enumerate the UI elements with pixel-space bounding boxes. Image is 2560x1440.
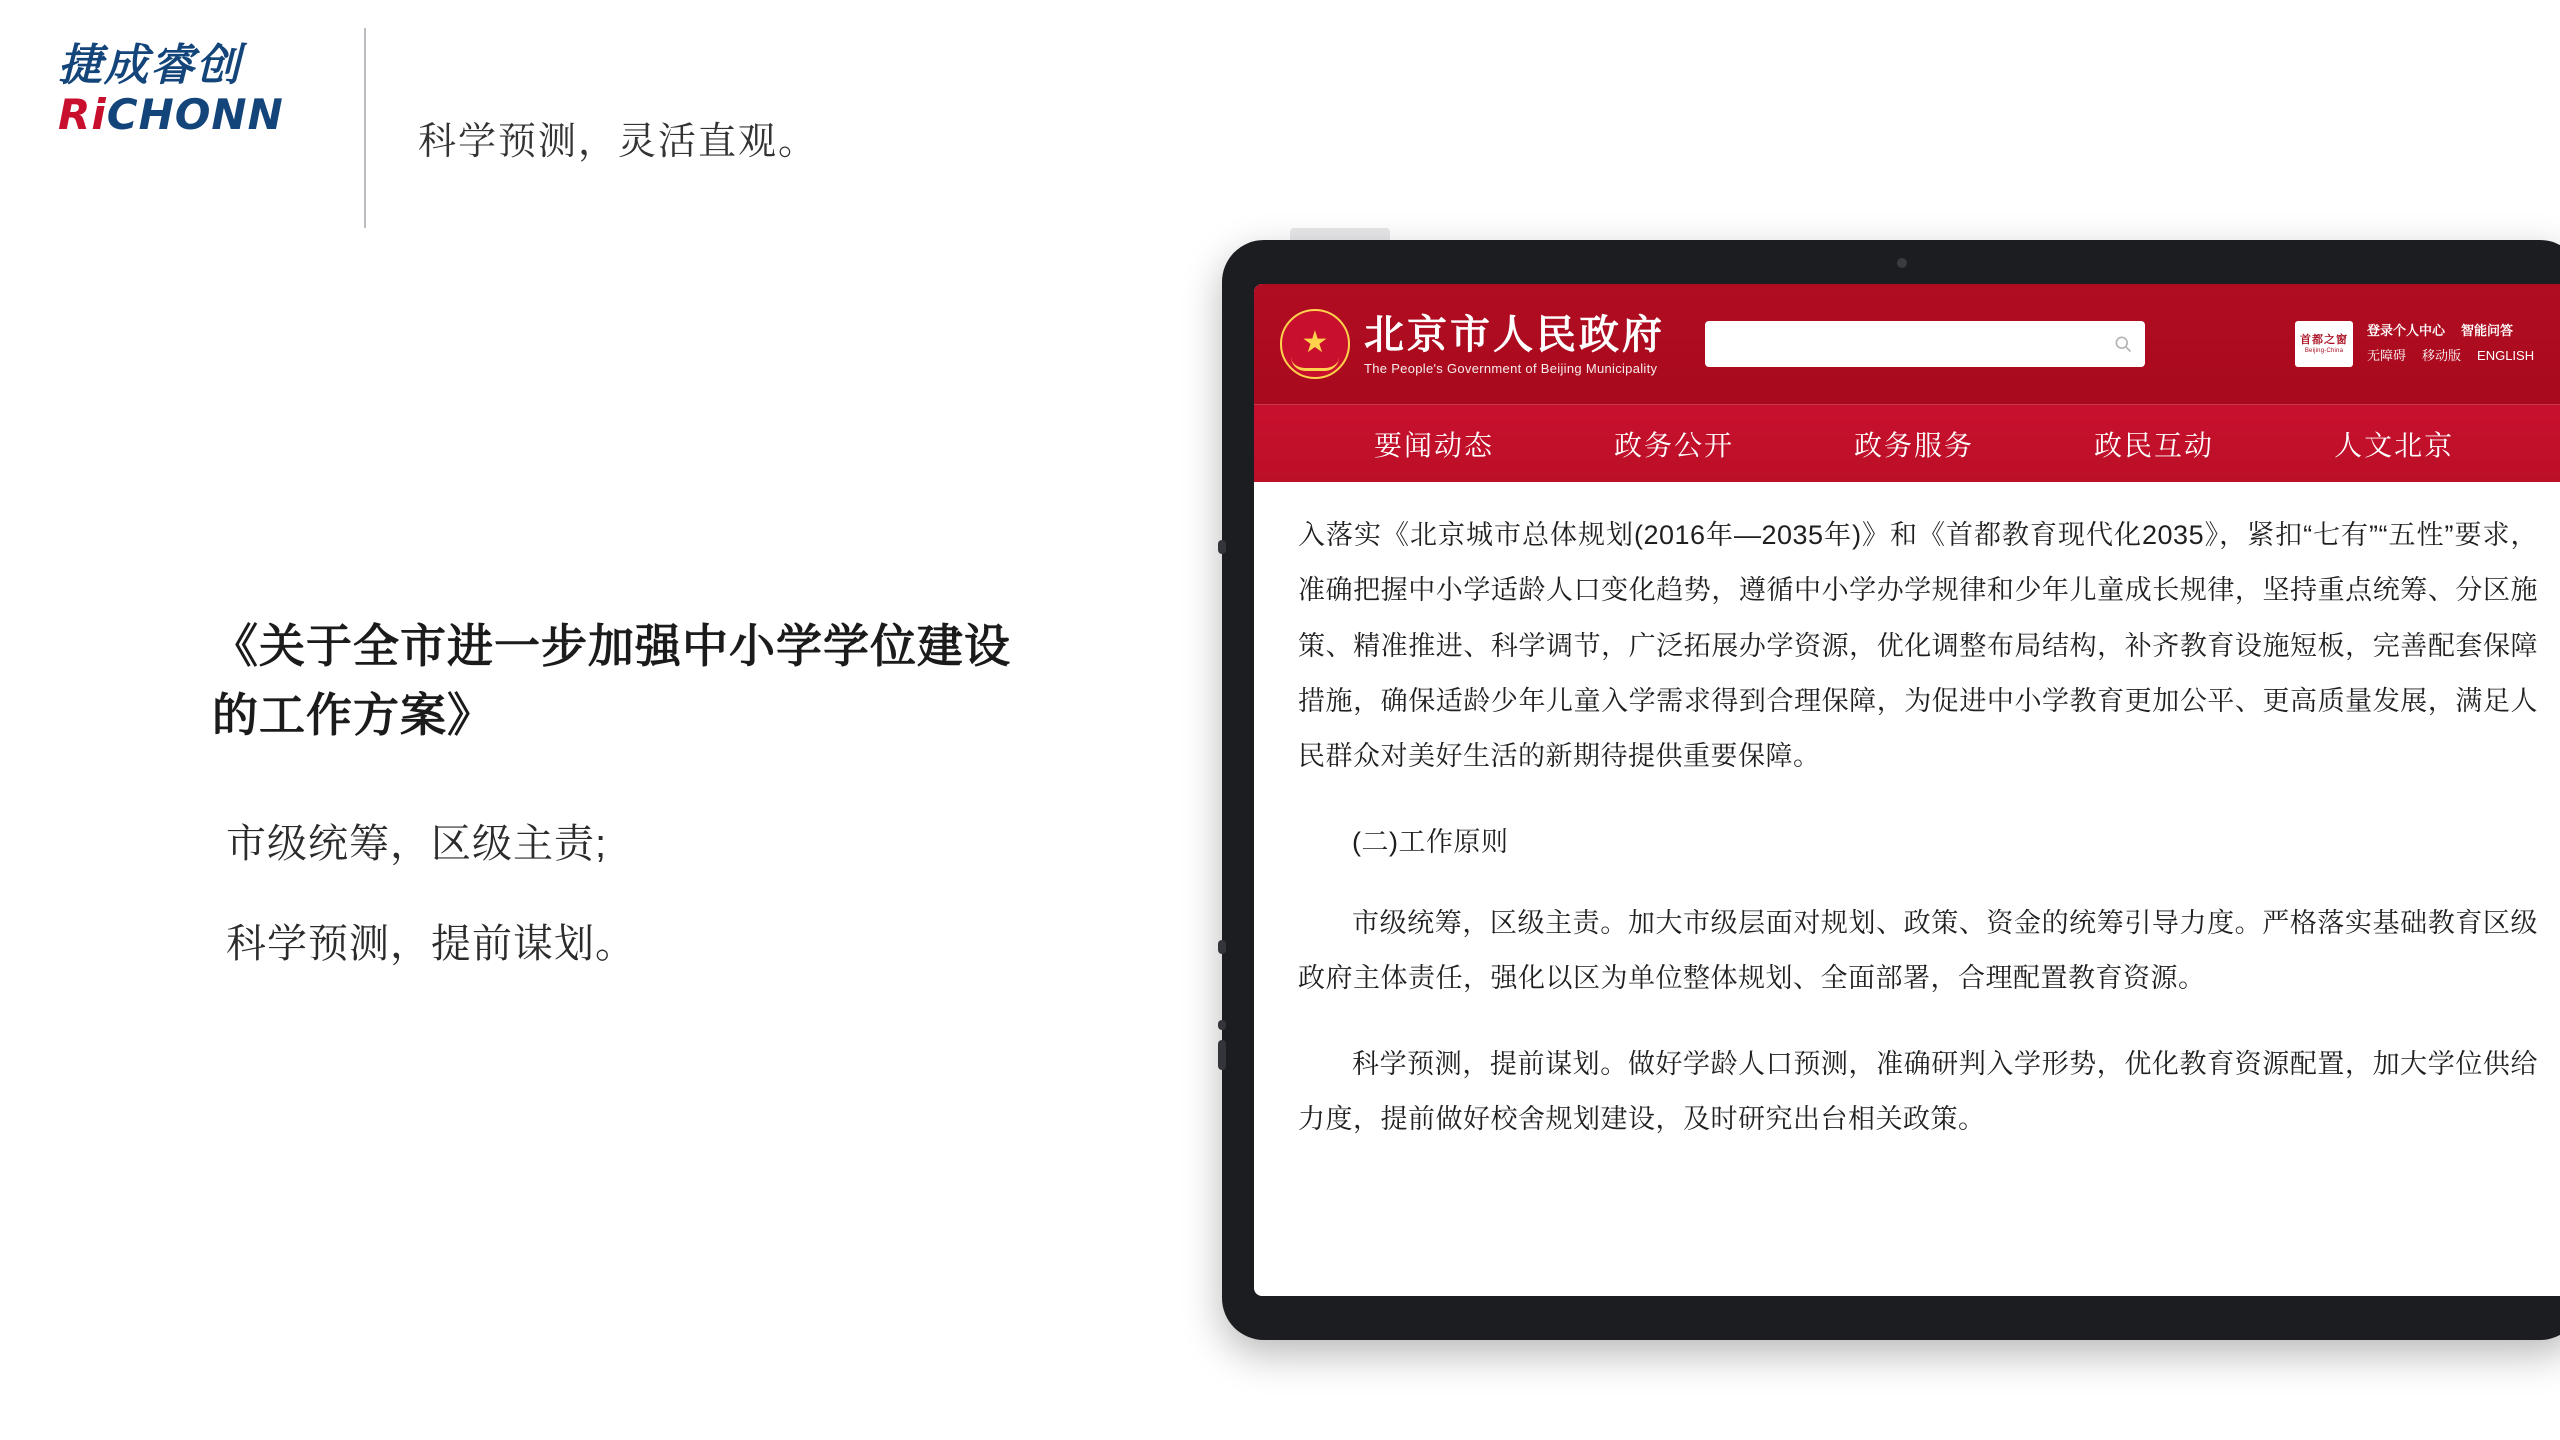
nav-item-culture-beijing[interactable]: 人文北京 [2334, 429, 2455, 461]
site-title-cn: 北京市人民政府 [1364, 313, 1665, 357]
tablet-button-volume-up[interactable] [1218, 940, 1226, 954]
english-link[interactable]: ENGLISH [2477, 348, 2535, 363]
search-input[interactable] [1717, 334, 2113, 354]
nav-item-government-disclosure[interactable]: 政务公开 [1614, 429, 1735, 461]
emblem-star-glyph: ★ [1301, 325, 1329, 359]
brand-name-cn: 捷成睿创 [58, 40, 242, 91]
beijing-window-badge-cn: 首都之窗 [2300, 333, 2348, 346]
bullet-point-1: 市级统筹，区级主责; [226, 822, 608, 866]
slide-tagline: 科学预测，灵活直观。 [418, 121, 819, 163]
site-title-block [1364, 312, 1665, 376]
site-header [1254, 284, 2560, 404]
header-links-row-1 [2367, 319, 2534, 344]
search-icon[interactable] [2113, 334, 2133, 354]
article-body [1254, 482, 2560, 1147]
header-right-group [2295, 319, 2534, 368]
article-paragraph-3: 科学预测，提前谋划。做好学龄人口预测，准确研判入学形势，优化教育资源配置，加大学位供给力度，提前做好校舍规划建设，及时研究出台相关政策。 [1298, 1048, 2538, 1135]
brand-logo [58, 40, 318, 140]
login-link[interactable]: 登录个人中心 [2367, 323, 2446, 339]
tablet-button-volume-down[interactable] [1218, 1040, 1226, 1070]
brand-name-en-accent: Ri [58, 90, 107, 140]
tablet-screen [1254, 284, 2560, 1296]
nav-item-news[interactable]: 要闻动态 [1374, 429, 1495, 461]
header-links [2367, 319, 2534, 368]
header-links-row-2 [2367, 344, 2534, 369]
site-nav [1254, 404, 2560, 482]
emblem-wheat-glyph [1291, 357, 1339, 371]
beijing-window-badge-en: Beijing-China [2304, 348, 2344, 355]
brand-divider [364, 28, 366, 228]
brand-name-en-rest: CHONN [106, 90, 284, 140]
article-paragraph-1: 入落实《北京城市总体规划(2016年—2035年)》和《首都教育现代化2035》，紧扣“七有”“五性”要求，准确把握中小学适龄人口变化趋势，遵循中小学办学规律和少年儿童成长规律，坚持重点统筹、分区施策、精准推进、科学调节，广泛拓展办学资源，优化调整布局结构，补齐教育设施短板，完善配套保障措施，确保适龄少年儿童入学需求得到合理保障，为促进中小学教育更加公平、更高质量发展，满足人民群众对美好生活的新期待提供重要保障。 [1298, 520, 2538, 772]
nav-item-government-services[interactable]: 政务服务 [1854, 429, 1975, 461]
article-section-heading: (二)工作原则 [1352, 826, 1509, 857]
site-title-en: The People's Government of Beijing Municipality [1364, 361, 1658, 376]
site-search[interactable] [1705, 321, 2145, 367]
tablet-button-volume-mid[interactable] [1218, 1020, 1226, 1030]
tablet-button-top[interactable] [1218, 540, 1226, 554]
mobile-version-link[interactable]: 移动版 [2422, 348, 2462, 363]
tablet-device [1222, 240, 2560, 1340]
national-emblem-icon [1280, 309, 1350, 379]
accessibility-link[interactable]: 无障碍 [2367, 348, 2407, 363]
beijing-window-badge[interactable] [2295, 321, 2353, 367]
page-title: 《关于全市进一步加强中小学学位建设的工作方案》 [212, 620, 1011, 741]
tablet-camera-icon [1897, 258, 1907, 268]
bullet-point-2: 科学预测，提前谋划。 [226, 922, 636, 966]
brand-name-en [58, 90, 318, 140]
smart-qa-link[interactable]: 智能问答 [2461, 323, 2514, 339]
article-paragraph-2: 市级统筹，区级主责。加大市级层面对规划、政策、资金的统筹引导力度。严格落实基础教育区级政府主体责任，强化以区为单位整体规划、全面部署，合理配置教育资源。 [1298, 908, 2538, 994]
nav-item-public-interaction[interactable]: 政民互动 [2094, 429, 2215, 461]
